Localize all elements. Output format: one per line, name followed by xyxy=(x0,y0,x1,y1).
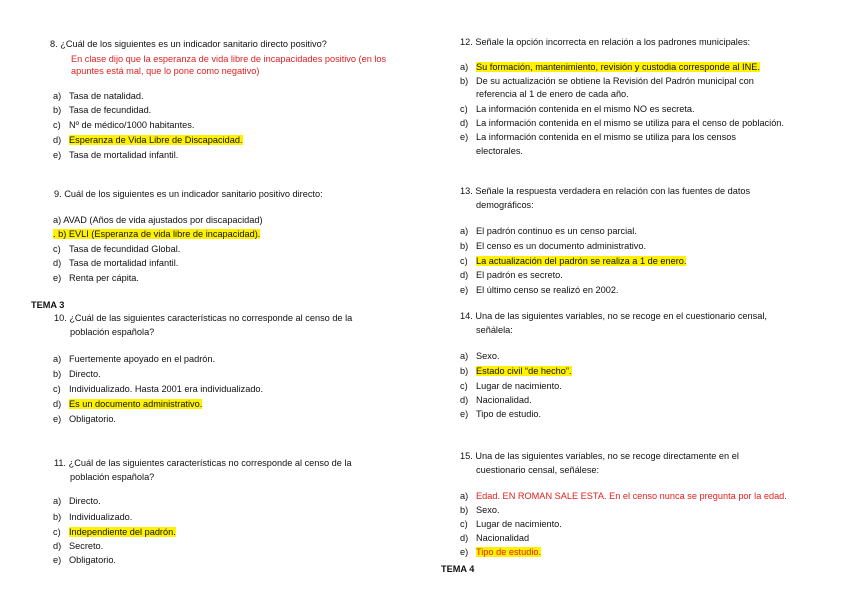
q12-option-d: d) La información contenida en el mismo se utiliza para el censo de población. xyxy=(460,118,784,128)
highlighted-answer: Tipo de estudio. xyxy=(476,547,542,557)
q14-title-line1: 14. Una de las siguientes variables, no se recoge en el cuestionario censal, xyxy=(460,311,767,321)
q13-option-a: a) El padrón continuo es un censo parcial. xyxy=(460,226,637,236)
q10-option-e: e) Obligatorio. xyxy=(53,414,116,424)
q15-option-b: b) Sexo. xyxy=(460,505,500,515)
q15-option-c: c) Lugar de nacimiento. xyxy=(460,519,562,529)
highlighted-answer: La actualización del padrón se realiza a 1 de enero. xyxy=(476,256,687,266)
section-heading-tema-4: TEMA 4 xyxy=(441,564,475,574)
q12-option-e: e) La información contenida en el mismo se utiliza para los censos xyxy=(460,132,736,142)
q10-option-b: b) Directo. xyxy=(53,369,101,379)
q13-option-c: c) La actualización del padrón se realiza a 1 de enero. xyxy=(460,256,687,266)
q10-title-line1: 10. ¿Cuál de las siguientes características no corresponde al censo de la xyxy=(54,313,353,323)
q8-option-c: c) Nº de médico/1000 habitantes. xyxy=(53,120,195,130)
q8-option-b: b) Tasa de fecundidad. xyxy=(53,105,152,115)
q12-option-b: b) De su actualización se obtiene la Revisión del Padrón municipal con xyxy=(460,76,754,86)
q10-title-line2: población española? xyxy=(70,327,155,337)
q8-note-line1: En clase dijo que la esperanza de vida libre de incapacidades positivo (en los xyxy=(71,54,387,64)
q14-option-c: c) Lugar de nacimiento. xyxy=(460,381,562,391)
q15-option-a: a) Edad. EN ROMAN SALE ESTA. En el censo nunca se pregunta por la edad. xyxy=(460,491,787,501)
highlighted-answer: Estado civil “de hecho”. xyxy=(476,366,572,376)
q11-option-a: a) Directo. xyxy=(53,496,101,506)
q11-title-line2: población española? xyxy=(70,472,155,482)
q9-option-e: e) Renta per cápita. xyxy=(53,273,139,283)
q11-option-b: b) Individualizado. xyxy=(53,512,133,522)
q15-option-e: e) Tipo de estudio. xyxy=(460,547,542,557)
q12-option-a: a) Su formación, mantenimiento, revisión y custodia corresponde al INE. xyxy=(460,62,760,72)
q10-option-a: a) Fuertemente apoyado en el padrón. xyxy=(53,354,216,364)
q13-option-b: b) El censo es un documento administrativo. xyxy=(460,241,647,251)
q9-option-b xyxy=(53,228,260,241)
q15-title-line1: 15. Una de las siguientes variables, no se recoge directamente en el xyxy=(460,451,739,461)
q12-option-b-cont: referencia al 1 de enero de cada año. xyxy=(476,89,629,99)
q9-option-a: a) AVAD (Años de vida ajustados por discapacidad) xyxy=(53,215,263,225)
q14-option-a: a) Sexo. xyxy=(460,351,500,361)
q12-title: 12. Señale la opción incorrecta en relación a los padrones municipales: xyxy=(460,37,751,47)
section-heading-tema-3: TEMA 3 xyxy=(31,300,65,310)
q9-option-d: d) Tasa de mortalidad infantil. xyxy=(53,258,179,268)
highlighted-answer: . b) EVLI (Esperanza de vida libre de incapacidad). xyxy=(53,229,261,239)
q14-option-d: d) Nacionalidad. xyxy=(460,395,532,405)
q13-title-line1: 13. Señale la respuesta verdadera en relación con las fuentes de datos xyxy=(460,186,751,196)
q14-option-e: e) Tipo de estudio. xyxy=(460,409,542,419)
q14-option-b: b) Estado civil “de hecho”. xyxy=(460,366,572,376)
q14-title-line2: señálela: xyxy=(476,325,513,335)
q11-option-d: d) Secreto. xyxy=(53,541,104,551)
q11-title-line1: 11. ¿Cuál de las siguientes características no corresponde al censo de la xyxy=(54,458,352,468)
q11-option-c: c) Independiente del padrón. xyxy=(53,527,176,537)
q10-option-d: d) Es un documento administrativo. xyxy=(53,399,203,409)
q8-option-a: a) Tasa de natalidad. xyxy=(53,91,144,101)
q9-option-c: c) Tasa de fecundidad Global. xyxy=(53,244,181,254)
q13-option-e: e) El último censo se realizó en 2002. xyxy=(460,285,619,295)
q10-option-c: c) Individualizado. Hasta 2001 era individualizado. xyxy=(53,384,264,394)
q12-option-c: c) La información contenida en el mismo NO es secreta. xyxy=(460,104,695,114)
q9-title: 9. Cuál de los siguientes es un indicador sanitario positivo directo: xyxy=(54,189,323,199)
q11-option-e: e) Obligatorio. xyxy=(53,555,116,565)
q12-option-e-cont: electorales. xyxy=(476,146,523,156)
highlighted-answer: Independiente del padrón. xyxy=(69,527,176,537)
q15-option-d: d) Nacionalidad xyxy=(460,533,530,543)
q8-title: 8. ¿Cuál de los siguientes es un indicador sanitario directo positivo? xyxy=(50,39,327,49)
q8-note-line2: apuntes está mal, que lo pone como negativo) xyxy=(71,66,260,76)
q15-title-line2: cuestionario censal, señálese: xyxy=(476,465,600,475)
highlighted-answer: Es un documento administrativo. xyxy=(69,399,203,409)
q13-option-d: d) El padrón es secreto. xyxy=(460,270,563,280)
highlighted-answer: Su formación, mantenimiento, revisión y custodia corresponde al INE. xyxy=(476,62,760,72)
q13-title-line2: demográficos: xyxy=(476,200,534,210)
q8-option-e: e) Tasa de mortalidad infantil. xyxy=(53,150,179,160)
q8-option-d: d) Esperanza de Vida Libre de Discapacidad. xyxy=(53,135,243,145)
highlighted-answer: Esperanza de Vida Libre de Discapacidad. xyxy=(69,135,243,145)
red-annotation: Edad. EN ROMAN SALE ESTA. En el censo nunca se pregunta por la edad. xyxy=(476,491,787,501)
